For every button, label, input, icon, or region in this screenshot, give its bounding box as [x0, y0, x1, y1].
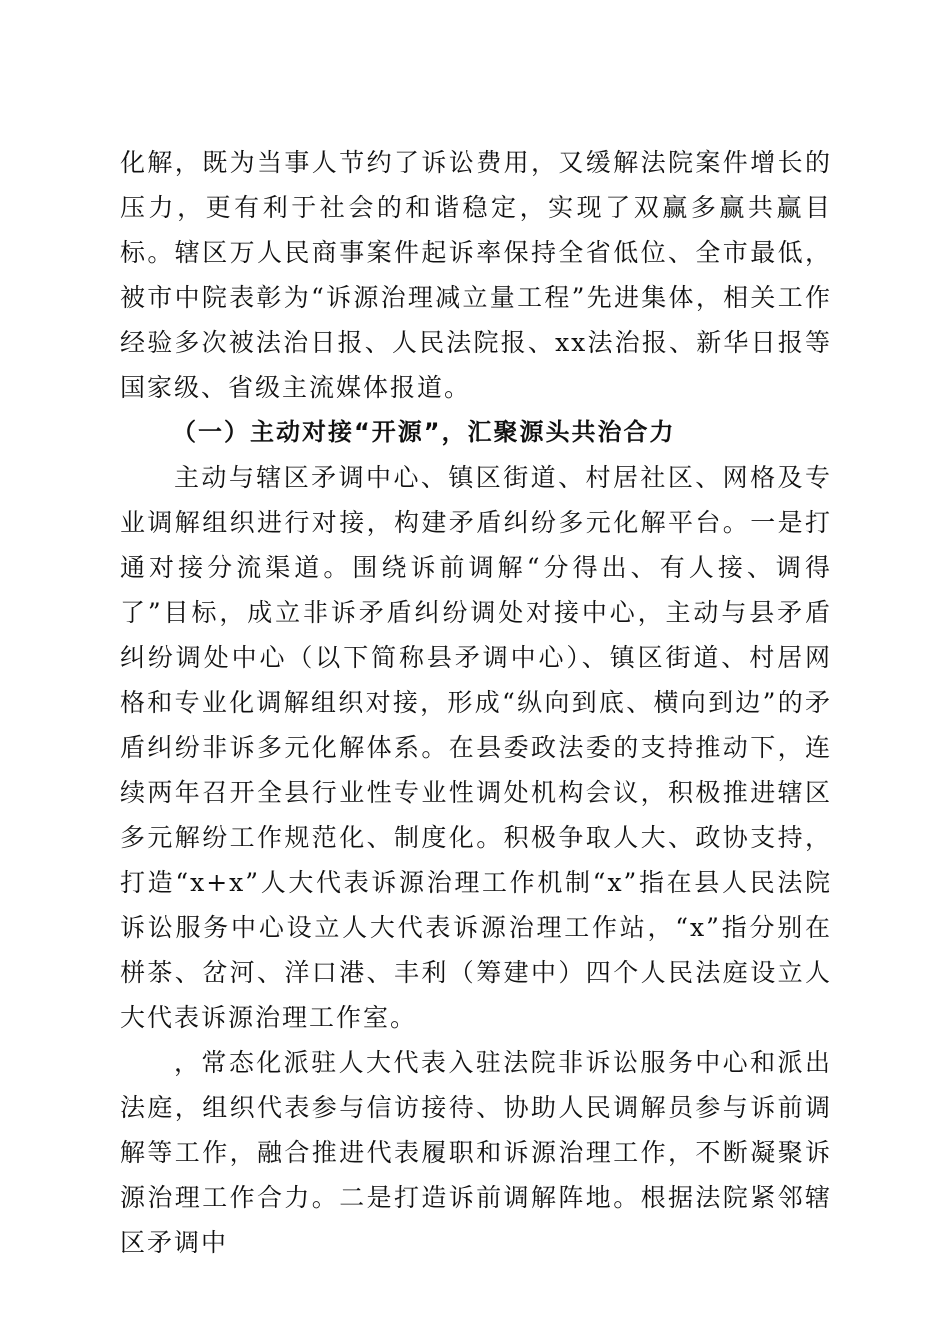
paragraph-body: 主动与辖区矛调中心、镇区街道、村居社区、网格及专业调解组织进行对接，构建矛盾纠纷多元化解平台。一是打通对接分流渠道。围绕诉前调解“分得出、有人接、调得了”目标，成立非诉矛盾纠纷调处对接中心，主动与县矛盾纠纷调处中心（以下简称县矛调中心）、镇区街道、村居网格和专业化调解组织对接，形成“纵向到底、横向到边”的矛盾纠纷非诉多元化解体系。在县委政法委的支持推动下，连续两年召开全县行业性专业性调处机构会议，积极推进辖区多元解纷工作规范化、制度化。积极争取人大、政协支持，打造“x+x”人大代表诉源治理工作机制“x”指在县人民法院诉讼服务中心设立人大代表诉源治理工作站，“x”指分别在栟茶、岔河、洋口港、丰利（筹建中）四个人民法庭设立人大代表诉源治理工作室。: [120, 463, 832, 1032]
paragraph-continued: 化解，既为当事人节约了诉讼费用，又缓解法院案件增长的压力，更有利于社会的和谐稳定，实现了双赢多赢共赢目标。辖区万人民商事案件起诉率保持全省低位、全市最低，被市中院表彰为“诉源治理减立量工程”先进集体，相关工作经验多次被法治日报、人民法院报、xx法治报、新华日报等国家级、省级主流媒体报道。: [120, 148, 832, 402]
document-body: [120, 140, 832, 1265]
paragraph-body: ，常态化派驻人大代表入驻法院非诉讼服务中心和派出法庭，组织代表参与信访接待、协助人民调解员参与诉前调解等工作，融合推进代表履职和诉源治理工作，不断凝聚诉源治理工作合力。二是打造诉前调解阵地。根据法院紧邻辖区矛调中: [120, 1048, 832, 1257]
section-heading: （一）主动对接“开源”，汇聚源头共治合力: [172, 418, 676, 446]
